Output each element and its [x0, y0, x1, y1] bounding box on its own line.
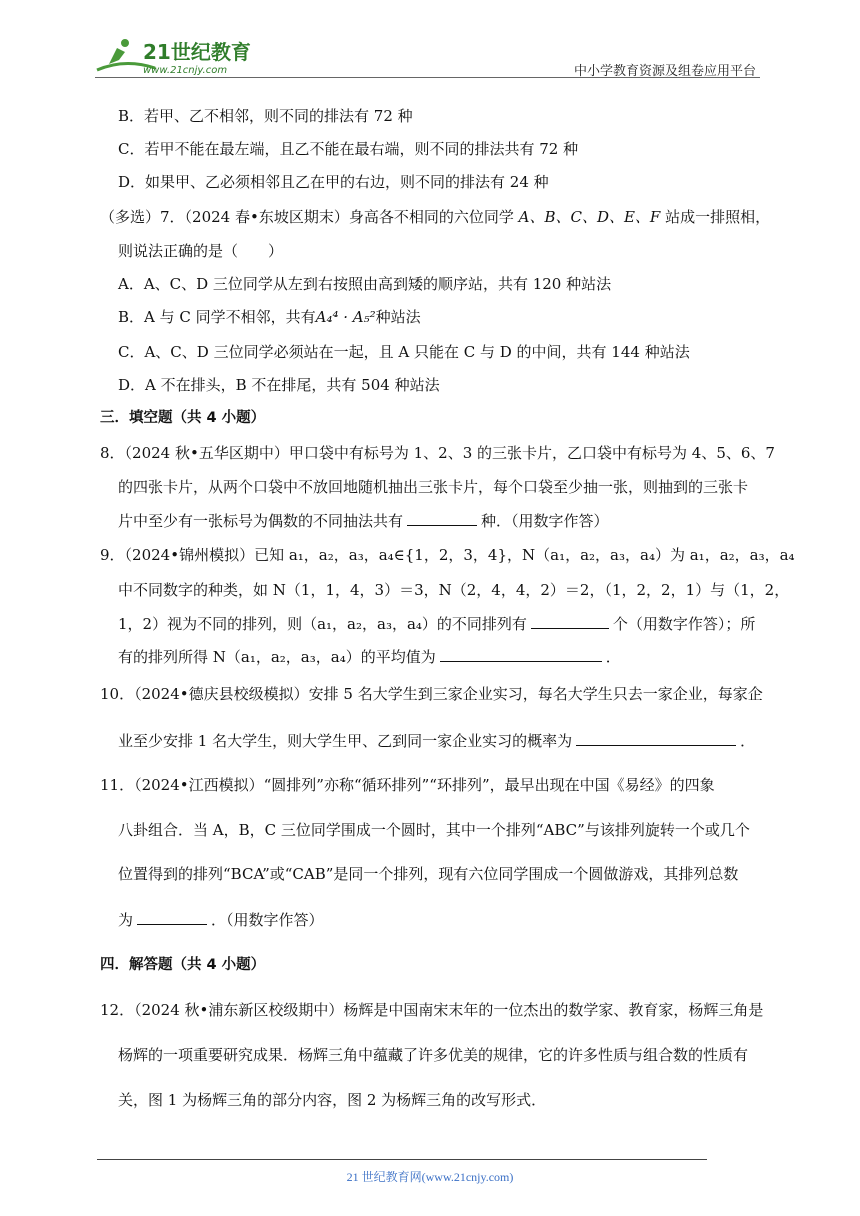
q7-option-a: A．A、C、D 三位同学从左到右按照由高到矮的顺序站，共有 120 种站法	[118, 275, 612, 293]
q6-option-d: D．如果甲、乙必须相邻且乙在甲的右边，则不同的排法有 24 种	[118, 173, 549, 191]
q11-line2: 八卦组合．当 A，B，C 三位同学围成一个圆时，其中一个排列“ABC”与该排列旋转一个或几个	[118, 821, 750, 839]
q12-line3: 关，图 1 为杨辉三角的部分内容，图 2 为杨辉三角的改写形式．	[118, 1091, 547, 1109]
q6-option-c: C．若甲不能在最左端，且乙不能在最右端，则不同的排法共有 72 种	[118, 140, 579, 158]
header-divider	[95, 77, 760, 78]
q9-line4: 有的排列所得 N（a₁，a₂，a₃，a₄）的平均值为 ．	[118, 648, 621, 666]
svg-text:www.21cnjy.com: www.21cnjy.com	[143, 65, 228, 76]
answer-blank	[576, 730, 736, 746]
q10-line1: 10．（2024•德庆县校级模拟）安排 5 名大学生到三家企业实习，每名大学生只去一家企业，每家企	[100, 685, 763, 703]
answer-blank	[137, 909, 207, 925]
q6-option-b: B．若甲、乙不相邻，则不同的排法有 72 种	[118, 107, 413, 125]
q7-stem-line2: 则说法正确的是（ ）	[118, 242, 284, 260]
answer-blank	[407, 510, 477, 526]
q11-line4: 为 ．（用数字作答）	[118, 911, 324, 929]
answer-blank	[531, 613, 609, 629]
section-title-solutions: 四．解答题（共 4 小题）	[100, 957, 266, 973]
q7-option-b: B．A 与 C 同学不相邻，共有A₄⁴ · A₅²种站法	[118, 308, 421, 326]
page-footer[interactable]: 21 世纪教育网(www.21cnjy.com)	[346, 1170, 514, 1184]
q9-line2: 中不同数字的种类，如 N（1，1，4，3）＝3，N（2，4，4，2）＝2，（1，2，2，1）与（1，2，	[118, 581, 790, 599]
q11-line1: 11．（2024•江西模拟）“圆排列”亦称“循环排列”“环排列”，最早出现在中国《易经》的四象	[100, 776, 715, 794]
page-header	[95, 30, 760, 80]
q7-option-d: D．A 不在排头，B 不在排尾，共有 504 种站法	[118, 376, 440, 394]
answer-blank	[440, 646, 602, 662]
q8-line3: 片中至少有一张标号为偶数的不同抽法共有 种．（用数字作答）	[118, 512, 609, 530]
svg-text:21世纪教育: 21世纪教育	[143, 40, 251, 64]
q9-line1: 9．（2024•锦州模拟）已知 a₁，a₂，a₃，a₄∈{1，2，3，4}，N（a₁，a₂，a₃，a₄）为 a₁，a₂，a₃，a₄	[100, 546, 795, 564]
q8-line2: 的四张卡片，从两个口袋中不放回地随机抽出三张卡片，每个口袋至少抽一张，则抽到的三张卡	[118, 478, 749, 496]
q10-line2: 业至少安排 1 名大学生，则大学生甲、乙到同一家企业实习的概率为 ．	[118, 732, 756, 750]
permutation-expression: A₄⁴ · A₅²	[315, 308, 376, 326]
q8-line1: 8．（2024 秋•五华区期中）甲口袋中有标号为 1、2、3 的三张卡片，乙口袋中有标号为 4、5、6、7	[100, 444, 775, 462]
q12-line1: 12．（2024 秋•浦东新区校级期中）杨辉是中国南宋末年的一位杰出的数学家、教育家，杨辉三角是	[100, 1001, 764, 1019]
q11-line3: 位置得到的排列“BCA”或“CAB”是同一个排列，现有六位同学围成一个圆做游戏，其排列总数	[118, 865, 739, 883]
q9-line3: 1，2）视为不同的排列，则（a₁，a₂，a₃，a₄）的不同排列有 个（用数字作答）；所	[118, 615, 756, 633]
platform-name: 中小学教育资源及组卷应用平台	[573, 64, 756, 79]
footer-divider	[97, 1159, 707, 1160]
q7-stem-line1: （多选）7．（2024 春•东坡区期末）身高各不相同的六位同学 A、B、C、D、E、F 站成一排照相，	[100, 208, 771, 226]
section-title-fill-in: 三．填空题（共 4 小题）	[100, 410, 266, 426]
logo-21cnjy	[95, 34, 265, 76]
q7-option-c: C．A、C、D 三位同学必须站在一起，且 A 只能在 C 与 D 的中间，共有 144 种站法	[118, 343, 690, 361]
q12-line2: 杨辉的一项重要研究成果．杨辉三角中蕴藏了许多优美的规律，它的许多性质与组合数的性质有	[118, 1046, 749, 1064]
